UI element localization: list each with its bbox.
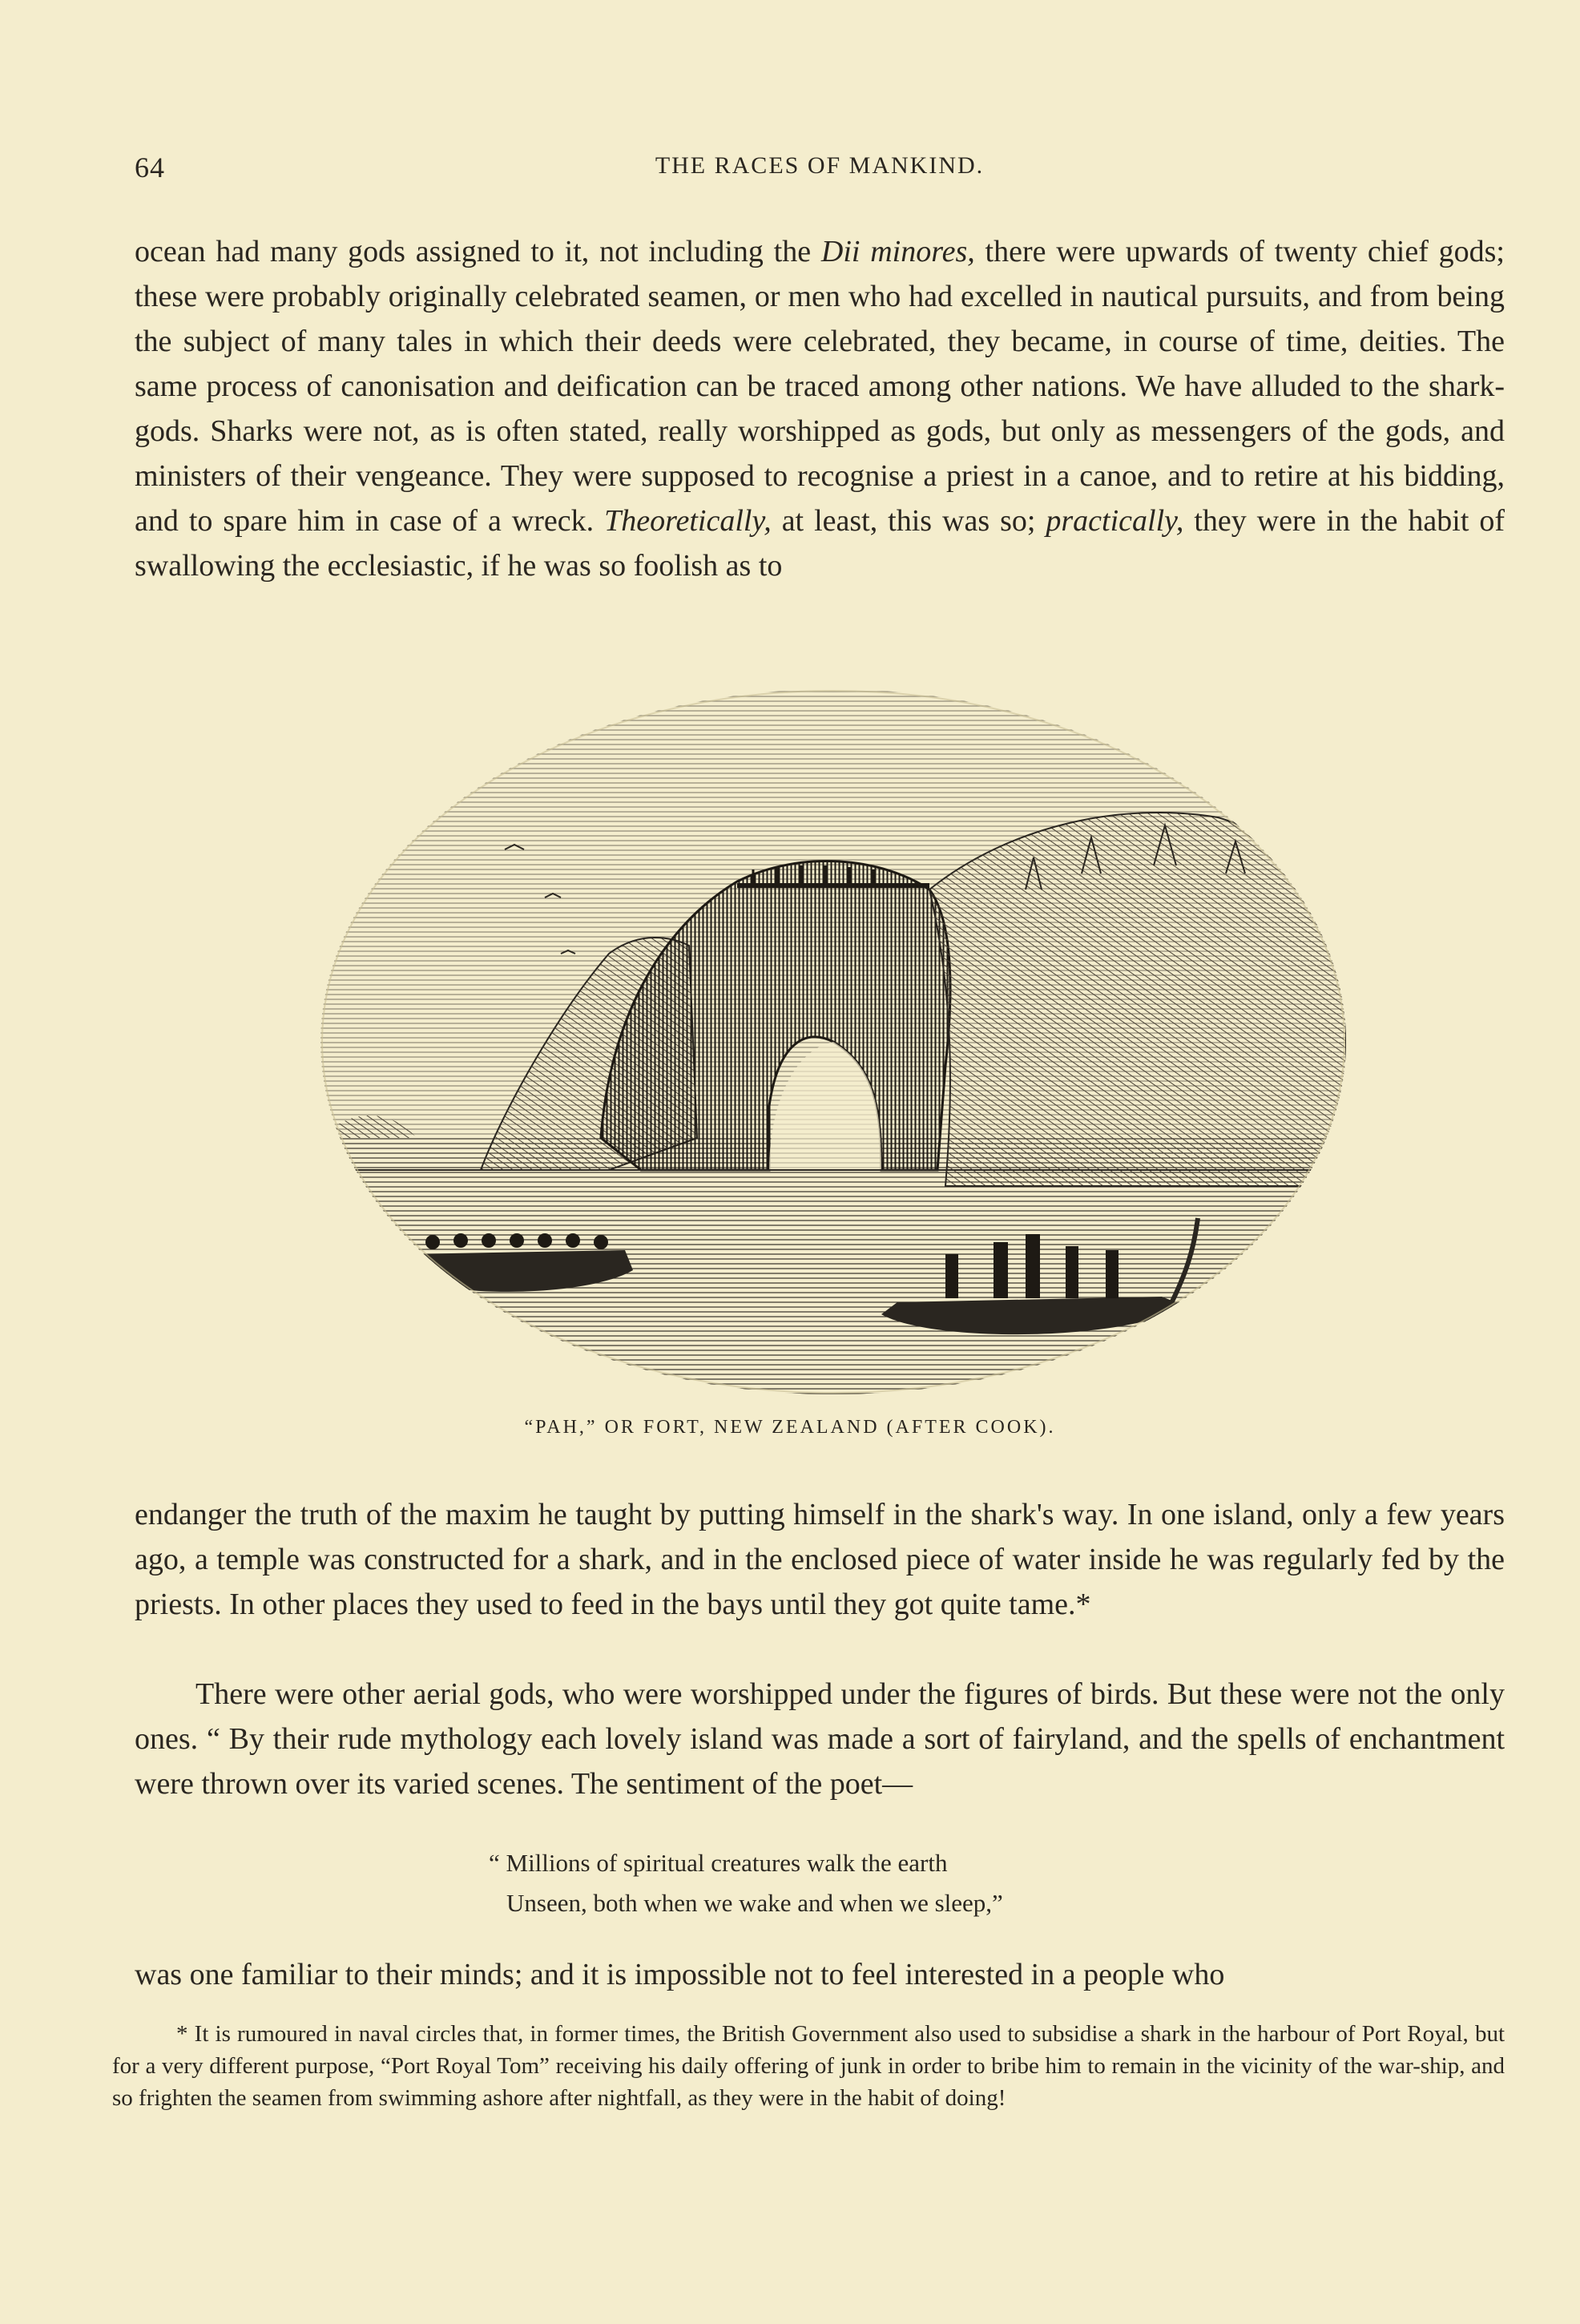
verse-line: Unseen, both when we wake and when we sleep,” [506, 1889, 1003, 1917]
italic-text: Theoretically, [604, 504, 772, 538]
figure-caption: “PAH,” OR FORT, NEW ZEALAND (AFTER COOK). [524, 1417, 1056, 1438]
footnote-text: * It is rumoured in naval circles that, in former times, the British Government also used to subsidise a shark in the harbour of Port Royal, but for a very different purpose, “Port Royal Tom” receiving his daily offering of junk in order to bribe him to remain in the vicinity of the war-ship, and so frighten the seamen from swimming ashore after nightfall, as they were in the habit of doing! [112, 2021, 1505, 2111]
paragraph-text: There were other aerial gods, who were worshipped under the figures of birds. But these were not the only ones. “ By their rude mythology each lovely island was made a sort of fairyland, and the spells of enchantment were thrown over its varied scenes. The sentiment of the poet— [135, 1677, 1505, 1801]
paragraph-second [135, 1492, 1505, 1627]
running-title: THE RACES OF MANKIND. [655, 152, 985, 179]
paragraph-third [135, 1672, 1505, 1806]
paragraph-text: endanger the truth of the maxim he taught by putting himself in the shark's way. In one island, only a few years ago, a temple was constructed for a shark, and in the enclosed piece of water inside he was regularly fed by the priests. In other places they used to feed in the bays until they got quite tame.* [135, 1498, 1505, 1621]
engraving-illustration [320, 689, 1346, 1394]
italic-text: Dii minores, [820, 235, 975, 268]
page-number: 64 [135, 151, 165, 184]
footnote [112, 2018, 1505, 2114]
text-span: there were upwards of twenty chief gods; these were probably originally celebrated seamen, or men who had excelled in nautical pursuits, and from being the subject of many tales in which their deeds were celebrated, they became, in course of time, deities. The same process of canonisation and deification can be traced among other nations. We have alluded to the shark-gods. Sharks were not, as is often stated, really worshipped as gods, but only as messengers of the gods, and ministers of their vengeance. They were supposed to recognise a priest in a canoe, and to retire at his bidding, and to spare him in case of a wreck. [135, 235, 1505, 538]
verse-line: “ Millions of spiritual creatures walk the earth [489, 1849, 948, 1877]
paragraph-fourth [135, 1952, 1505, 1997]
verse-quotation [489, 1843, 1003, 1923]
engraving-pah-fort [320, 689, 1346, 1394]
italic-text: practically, [1046, 504, 1184, 538]
page-header [135, 151, 1505, 191]
text-span: at least, this was so; [771, 504, 1046, 538]
paragraph-top [135, 229, 1505, 588]
text-span: ocean had many gods assigned to it, not including the [135, 235, 821, 268]
text-span: they were in the habit of swallowing the ecclesiastic, if he was so foolish as to [135, 504, 1505, 583]
paragraph-text: was one familiar to their minds; and it is impossible not to feel interested in a people who [135, 1958, 1225, 1991]
engraving-scene [320, 689, 1346, 1394]
